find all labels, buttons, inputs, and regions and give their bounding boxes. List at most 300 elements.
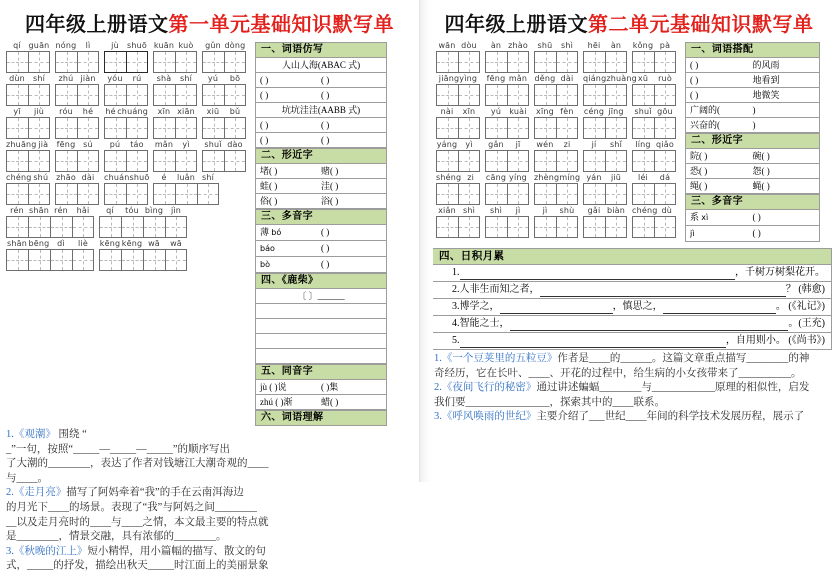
tianzige-cells[interactable] (534, 183, 578, 205)
tianzige-cell[interactable] (534, 183, 556, 205)
table-row[interactable]: 坑坑洼洼(AABB 式) (256, 103, 386, 118)
tianzige-cells[interactable] (55, 117, 99, 139)
tianzige-cells[interactable] (202, 150, 246, 172)
tianzige-cell[interactable] (583, 84, 605, 106)
tianzige-cell[interactable] (55, 150, 77, 172)
tianzige-cell[interactable] (28, 183, 50, 205)
tianzige-cells[interactable] (104, 117, 148, 139)
tianzige-cell[interactable] (50, 216, 72, 238)
tianzige-cell[interactable] (556, 216, 578, 238)
tianzige-cell[interactable] (55, 51, 77, 73)
tianzige-cell[interactable] (165, 216, 187, 238)
tianzige-cells[interactable] (104, 84, 148, 106)
tianzige-cells[interactable] (583, 84, 627, 106)
cell-right: 蜡( ) (321, 397, 339, 407)
tianzige-cell[interactable] (534, 216, 556, 238)
table-row[interactable] (256, 349, 386, 364)
word-group (583, 73, 637, 106)
tianzige-cell[interactable] (28, 51, 50, 73)
tianzige-cell[interactable] (28, 84, 50, 106)
tianzige-cell[interactable] (458, 84, 480, 106)
tianzige-cells[interactable] (583, 51, 627, 73)
pinyin-label: nài xīn (440, 107, 476, 116)
table-row[interactable] (433, 265, 831, 282)
word-group (55, 172, 99, 205)
tianzige-cell[interactable] (143, 249, 165, 271)
tianzige-cells[interactable] (534, 51, 578, 73)
row-blank[interactable] (540, 283, 786, 297)
tianzige-cells[interactable] (534, 216, 578, 238)
table-row[interactable] (686, 149, 819, 164)
table-row[interactable] (433, 333, 831, 350)
tianzige-cell[interactable] (485, 117, 507, 139)
tianzige-cell[interactable] (654, 117, 676, 139)
note-text: 与____。 (6, 472, 48, 484)
tianzige-cell[interactable] (556, 84, 578, 106)
cell-right: ) (752, 105, 756, 115)
tianzige-row (436, 106, 681, 139)
tianzige-cell[interactable] (458, 183, 480, 205)
tianzige-cell[interactable] (28, 150, 50, 172)
tianzige-cells[interactable] (632, 84, 676, 106)
cell-left: 院( ) (690, 151, 708, 161)
sidebar-section (255, 273, 387, 364)
tianzige-cell[interactable] (153, 117, 175, 139)
pinyin-label: zhú jiàn (58, 74, 96, 83)
pinyin-label: fēng mǎn (486, 74, 528, 83)
tianzige-cells[interactable] (55, 150, 99, 172)
tianzige-cells[interactable] (485, 117, 529, 139)
tianzige-cell[interactable] (507, 216, 529, 238)
tianzige-cell[interactable] (458, 51, 480, 73)
pinyin-label: nóng lì (55, 41, 91, 50)
tianzige-cell[interactable] (507, 183, 529, 205)
tianzige-cells[interactable] (104, 183, 148, 205)
page-1-sidebar (251, 40, 387, 426)
tianzige-cells[interactable] (104, 150, 148, 172)
tianzige-cell[interactable] (72, 249, 94, 271)
note-index: 1. (434, 353, 442, 364)
tianzige-cells[interactable] (436, 117, 480, 139)
table-row[interactable] (256, 225, 386, 241)
sidebar-section (685, 133, 820, 194)
tianzige-cell[interactable] (197, 183, 219, 205)
table-row[interactable] (256, 380, 386, 395)
word-group (436, 40, 480, 73)
word-group (99, 238, 187, 271)
word-group (202, 73, 246, 106)
tianzige-cell[interactable] (104, 51, 126, 73)
tianzige-cell[interactable] (632, 216, 654, 238)
tianzige-cells[interactable] (436, 150, 480, 172)
table-row[interactable] (686, 118, 819, 133)
tianzige-cells[interactable] (485, 216, 529, 238)
tianzige-cell[interactable] (153, 84, 175, 106)
section-header: 一、词语仿写 (256, 43, 386, 58)
row-blank-2[interactable] (663, 300, 776, 314)
tianzige-cell[interactable] (126, 84, 148, 106)
tianzige-cell[interactable] (143, 216, 165, 238)
tianzige-cell[interactable] (632, 117, 654, 139)
tianzige-cells[interactable] (583, 183, 627, 205)
tianzige-cells[interactable] (104, 51, 148, 73)
tianzige-cell[interactable] (556, 150, 578, 172)
sidebar-section (255, 42, 387, 148)
row-mid: ，慎思之， (612, 301, 663, 312)
tianzige-cell[interactable] (436, 216, 458, 238)
note-index: 3. (6, 545, 14, 557)
tianzige-cells[interactable] (99, 216, 187, 238)
cell-left: ( ) (260, 90, 269, 100)
tianzige-cell[interactable] (436, 51, 458, 73)
section-header: 四、日积月累 (433, 249, 831, 265)
tianzige-cell[interactable] (485, 150, 507, 172)
tianzige-cells[interactable] (6, 84, 50, 106)
tianzige-cells[interactable] (436, 183, 480, 205)
row-blank[interactable] (500, 300, 613, 314)
tianzige-cell[interactable] (605, 183, 627, 205)
tianzige-cell[interactable] (55, 117, 77, 139)
tianzige-cells[interactable] (632, 117, 676, 139)
pinyin-label: qí tóu bìng jìn (106, 206, 182, 215)
row-blank[interactable] (460, 334, 726, 348)
tianzige-cells[interactable] (534, 117, 578, 139)
tianzige-cells[interactable] (485, 183, 529, 205)
tianzige-cell[interactable] (6, 249, 28, 271)
tianzige-cells[interactable] (202, 51, 246, 73)
tianzige-cell[interactable] (55, 84, 77, 106)
tianzige-cell[interactable] (175, 51, 197, 73)
tianzige-cell[interactable] (28, 117, 50, 139)
pinyin-label: shéng zi (436, 173, 475, 182)
tianzige-cell[interactable] (175, 117, 197, 139)
tianzige-row (436, 205, 681, 238)
pinyin-label: léi dá (638, 173, 671, 182)
cell-right: 赌( ) (321, 166, 339, 176)
tianzige-cell[interactable] (165, 249, 187, 271)
tianzige-cells[interactable] (6, 216, 94, 238)
tianzige-cell[interactable] (583, 51, 605, 73)
tianzige-cell[interactable] (126, 51, 148, 73)
tianzige-cell[interactable] (583, 216, 605, 238)
pinyin-label: fēng sú (56, 140, 93, 149)
pinyin-label: rén shān rén hǎi (10, 206, 90, 215)
table-row[interactable] (256, 304, 386, 319)
tianzige-cells[interactable] (583, 216, 627, 238)
pinyin-label: jì shù (542, 206, 575, 215)
tianzige-cell[interactable] (632, 183, 654, 205)
tianzige-cells[interactable] (99, 249, 187, 271)
note-text: 奇经历，它在长叶、____、开花的过程中，给生病的小女孩带来了__________。 (434, 367, 802, 379)
tianzige-cells[interactable] (485, 150, 529, 172)
tianzige-cell[interactable] (534, 117, 556, 139)
note-title: 《观潮》 (13, 429, 56, 440)
tianzige-cell[interactable] (6, 117, 28, 139)
tianzige-cell[interactable] (583, 183, 605, 205)
tianzige-cell[interactable] (583, 150, 605, 172)
tianzige-cell[interactable] (99, 216, 121, 238)
word-group (534, 172, 581, 205)
tianzige-cells[interactable] (485, 84, 529, 106)
pinyin-label: pú táo (109, 140, 144, 149)
tianzige-cell[interactable] (104, 150, 126, 172)
tianzige-cell[interactable] (50, 249, 72, 271)
table-row[interactable] (686, 73, 819, 88)
tianzige-cells[interactable] (436, 216, 480, 238)
tianzige-cell[interactable] (507, 117, 529, 139)
tianzige-cell[interactable] (121, 249, 143, 271)
tianzige-cell[interactable] (654, 216, 676, 238)
tianzige-cell[interactable] (224, 150, 246, 172)
tianzige-row (6, 172, 251, 205)
tianzige-cell[interactable] (72, 216, 94, 238)
tianzige-cell[interactable] (654, 183, 676, 205)
word-group (6, 205, 94, 238)
tianzige-cell[interactable] (153, 150, 175, 172)
tianzige-cells[interactable] (632, 51, 676, 73)
page-unit-2 (419, 0, 839, 482)
word-group (485, 205, 529, 238)
tianzige-cell[interactable] (605, 51, 627, 73)
table-row[interactable] (256, 334, 386, 349)
tianzige-cell[interactable] (77, 183, 99, 205)
tianzige-cell[interactable] (28, 216, 50, 238)
tianzige-cell[interactable] (202, 84, 224, 106)
table-row[interactable] (256, 164, 386, 179)
tianzige-cells[interactable] (6, 150, 50, 172)
tianzige-cells[interactable] (583, 117, 627, 139)
table-row[interactable] (686, 164, 819, 179)
tianzige-cell[interactable] (605, 117, 627, 139)
table-row[interactable] (256, 73, 386, 88)
word-group (202, 106, 246, 139)
tianzige-cells[interactable] (55, 51, 99, 73)
tianzige-cell[interactable] (104, 84, 126, 106)
tianzige-cell[interactable] (153, 183, 175, 205)
table-row[interactable] (433, 299, 831, 316)
table-row[interactable] (256, 133, 386, 148)
tianzige-cells[interactable] (6, 117, 50, 139)
pinyin-label: shū shì (537, 41, 574, 50)
tianzige-cell[interactable] (654, 84, 676, 106)
page-title-1-unit: 第一单元基础知识默写单 (168, 12, 394, 36)
tianzige-cell[interactable] (153, 51, 175, 73)
cell-right: 蝇( ) (752, 181, 770, 191)
cell-left: ( ) (260, 135, 269, 145)
pinyin-label: hēi àn (587, 41, 622, 50)
tianzige-cell[interactable] (605, 150, 627, 172)
page-title-1-prefix: 四年级上册语文 (25, 12, 169, 36)
pinyin-label: jiāngyìng (438, 74, 478, 83)
word-group (485, 106, 529, 139)
cell-right: ) (752, 120, 756, 130)
tianzige-row (436, 40, 681, 73)
word-group (153, 40, 197, 73)
table-row[interactable] (686, 58, 819, 73)
tianzige-cell[interactable] (202, 150, 224, 172)
pinyin-label: qiáng zhuàng (583, 74, 637, 83)
note-text: 通过讲述蝙蝠________与____________原理的相似性，启发 (536, 382, 810, 394)
table-row[interactable] (433, 282, 831, 299)
tianzige-cell[interactable] (485, 183, 507, 205)
tianzige-cells[interactable] (202, 84, 246, 106)
word-group (485, 40, 529, 73)
tianzige-cells[interactable] (55, 183, 99, 205)
tianzige-cells[interactable] (153, 51, 197, 73)
tianzige-cell[interactable] (175, 84, 197, 106)
tianzige-cells[interactable] (485, 51, 529, 73)
tianzige-cell[interactable] (507, 51, 529, 73)
tianzige-cell[interactable] (654, 150, 676, 172)
pinyin-label: xīn xiān (157, 107, 195, 116)
pinyin-label: xū ruò (637, 74, 672, 83)
tianzige-cell[interactable] (605, 216, 627, 238)
table-row[interactable] (256, 395, 386, 410)
tianzige-cell[interactable] (224, 84, 246, 106)
tianzige-cell[interactable] (534, 150, 556, 172)
cell-right: ( )集 (321, 382, 339, 392)
tianzige-cells[interactable] (534, 150, 578, 172)
tianzige-cells[interactable] (583, 150, 627, 172)
cell-paren: ( ) (752, 212, 761, 222)
tianzige-cell[interactable] (436, 84, 458, 106)
tianzige-cells[interactable] (6, 183, 50, 205)
tianzige-cell[interactable] (77, 117, 99, 139)
table-row[interactable] (433, 316, 831, 333)
table-row[interactable] (256, 194, 386, 209)
tianzige-cell[interactable] (507, 84, 529, 106)
pinyin-label: zhèng míng (534, 173, 581, 182)
tianzige-cell[interactable] (175, 183, 197, 205)
tianzige-cell[interactable] (6, 150, 28, 172)
page-1-body (0, 40, 419, 426)
tianzige-cell[interactable] (104, 183, 126, 205)
tianzige-cells[interactable] (153, 117, 197, 139)
table-row[interactable] (686, 88, 819, 103)
table-row[interactable] (686, 179, 819, 194)
pinyin-label: chuán shuō (104, 173, 150, 182)
tianzige-cell[interactable] (556, 183, 578, 205)
table-row[interactable] (686, 210, 819, 226)
tianzige-cell[interactable] (556, 51, 578, 73)
tianzige-cell[interactable] (632, 150, 654, 172)
table-row[interactable]: 〔 〕______ (256, 289, 386, 304)
table-row[interactable] (256, 241, 386, 257)
tianzige-cell[interactable] (632, 51, 654, 73)
tianzige-cell[interactable] (458, 216, 480, 238)
tianzige-cell[interactable] (77, 84, 99, 106)
sidebar-section (255, 148, 387, 209)
tianzige-cell[interactable] (556, 117, 578, 139)
page-2-notes (419, 350, 839, 425)
tianzige-cell[interactable] (534, 84, 556, 106)
table-row[interactable] (256, 118, 386, 133)
tianzige-cells[interactable] (153, 84, 197, 106)
tianzige-row (436, 73, 681, 106)
tianzige-cells[interactable] (6, 51, 50, 73)
table-row[interactable] (686, 103, 819, 118)
tianzige-cell[interactable] (99, 249, 121, 271)
tianzige-cell[interactable] (458, 150, 480, 172)
tianzige-cell[interactable] (6, 51, 28, 73)
tianzige-cell[interactable] (126, 117, 148, 139)
row-blank[interactable] (510, 317, 789, 331)
tianzige-cell[interactable] (121, 216, 143, 238)
tianzige-cell[interactable] (436, 117, 458, 139)
tianzige-cells[interactable] (153, 183, 219, 205)
tianzige-cell[interactable] (6, 183, 28, 205)
section-header: 五、同音字 (256, 365, 386, 380)
tianzige-cells[interactable] (632, 150, 676, 172)
tianzige-cell[interactable] (485, 84, 507, 106)
tianzige-cell[interactable] (126, 183, 148, 205)
tianzige-cell[interactable] (6, 216, 28, 238)
tianzige-cell[interactable] (605, 84, 627, 106)
tianzige-cell[interactable] (175, 150, 197, 172)
table-row[interactable] (256, 88, 386, 103)
row-blank[interactable] (460, 266, 736, 280)
tianzige-cell[interactable] (654, 51, 676, 73)
cell-paren: ( ) (321, 259, 330, 269)
table-row[interactable] (256, 257, 386, 273)
tianzige-cell[interactable] (202, 51, 224, 73)
tianzige-cell[interactable] (77, 150, 99, 172)
tianzige-cell[interactable] (104, 117, 126, 139)
page-2-wide-table-area (419, 248, 839, 350)
tianzige-cells[interactable] (6, 249, 94, 271)
tianzige-cell[interactable] (202, 117, 224, 139)
cell-left: zhú ( )渐 (260, 397, 293, 407)
tianzige-cell[interactable] (534, 51, 556, 73)
tianzige-cell[interactable] (77, 51, 99, 73)
tianzige-cells[interactable] (436, 84, 480, 106)
tianzige-cell[interactable] (436, 150, 458, 172)
tianzige-cell[interactable] (55, 183, 77, 205)
tianzige-cell[interactable] (224, 51, 246, 73)
note-text: 我们要________________，探索其中的____联系。 (434, 396, 665, 408)
tianzige-cell[interactable] (485, 216, 507, 238)
table-row[interactable]: 人山人海(ABAC 式) (256, 58, 386, 73)
tianzige-cells[interactable] (632, 183, 676, 205)
word-group (534, 205, 578, 238)
tianzige-cell[interactable] (6, 84, 28, 106)
tianzige-cells[interactable] (55, 84, 99, 106)
cell-left: ( ) (690, 90, 699, 100)
table-row[interactable] (686, 226, 819, 242)
word-group (436, 205, 480, 238)
tianzige-cell[interactable] (485, 51, 507, 73)
table-row[interactable] (256, 179, 386, 194)
tianzige-cell[interactable] (583, 117, 605, 139)
table-row[interactable] (256, 319, 386, 334)
row-left: 5. (452, 335, 460, 346)
tianzige-cell[interactable] (632, 84, 654, 106)
tianzige-cells[interactable] (436, 51, 480, 73)
cell-left: ( ) (690, 75, 699, 85)
tianzige-cell[interactable] (436, 183, 458, 205)
tianzige-cells[interactable] (534, 84, 578, 106)
tianzige-cells[interactable] (153, 150, 197, 172)
tianzige-cells[interactable] (202, 117, 246, 139)
tianzige-cell[interactable] (507, 150, 529, 172)
word-group (104, 172, 148, 205)
tianzige-cell[interactable] (224, 117, 246, 139)
note-text: 主要介绍了___世纪____年间的科学技术发展历程，展示了 (536, 411, 805, 423)
tianzige-cell[interactable] (28, 249, 50, 271)
tianzige-cell[interactable] (126, 150, 148, 172)
tianzige-cells[interactable] (632, 216, 676, 238)
tianzige-cell[interactable] (458, 117, 480, 139)
